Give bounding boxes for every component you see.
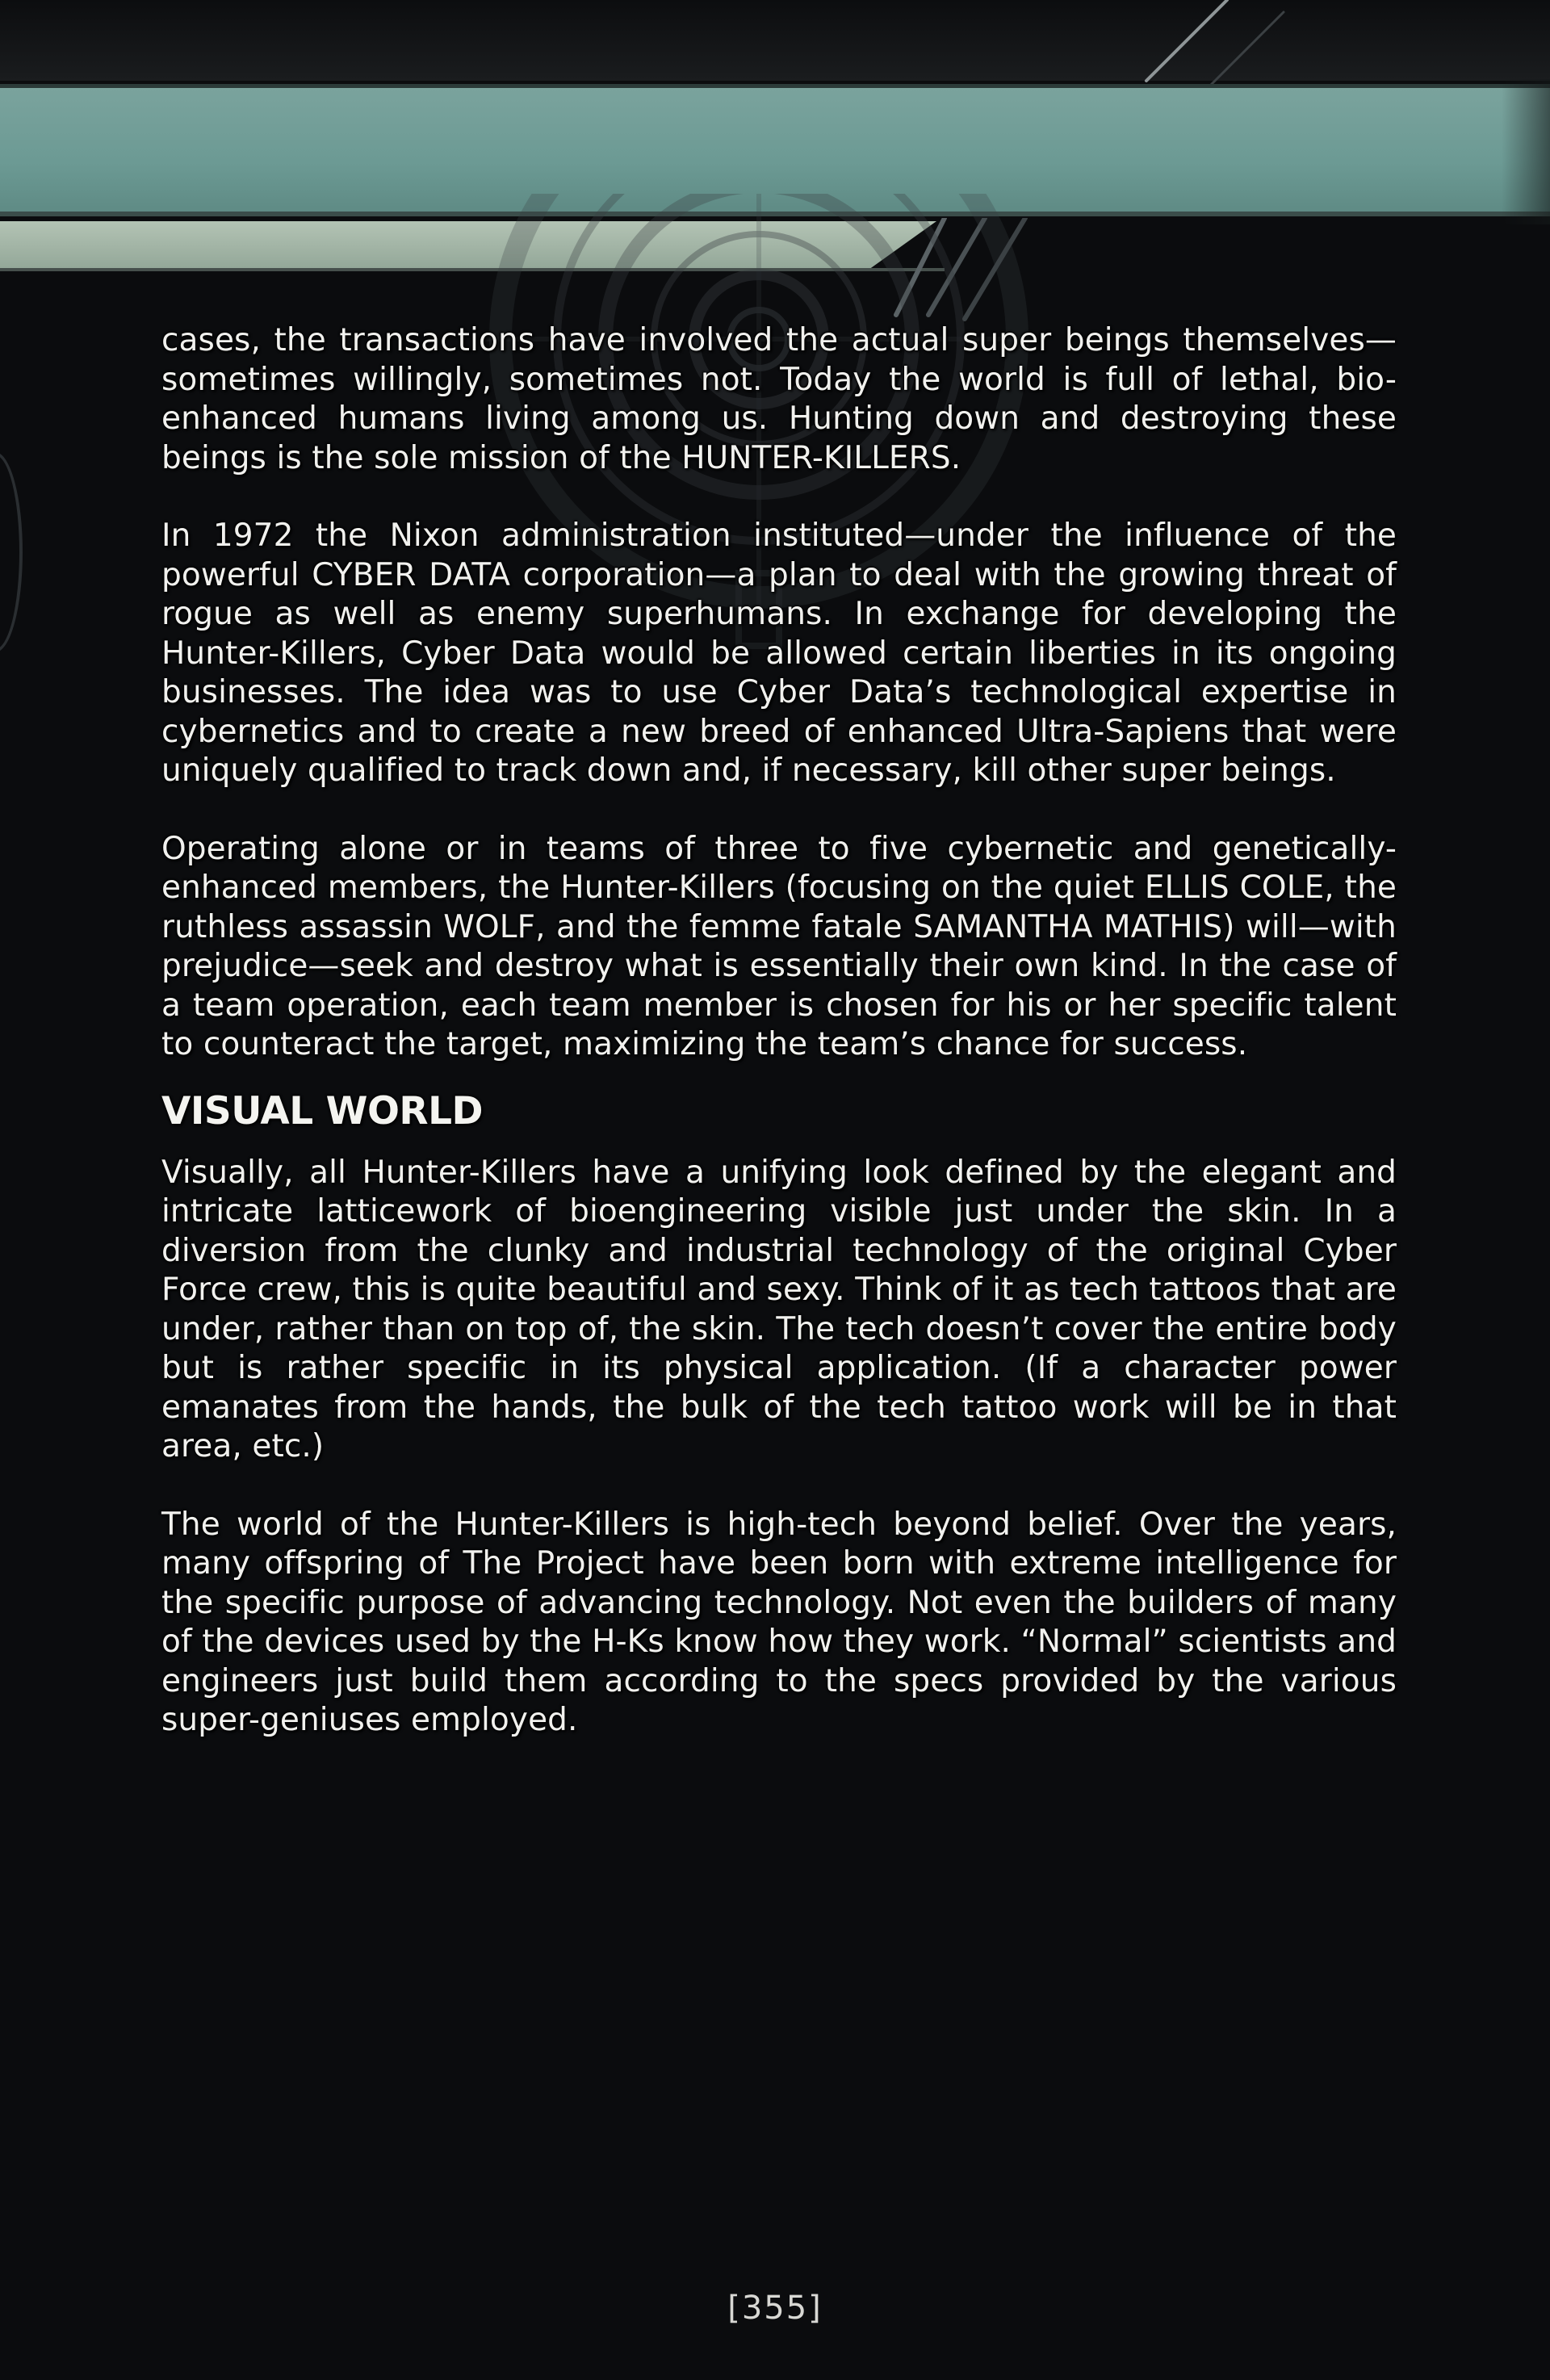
paragraph-world: The world of the Hunter-Killers is high-tech beyond belief. Over the years, many offspring of The Project have been born with extreme intelligence for the specific purpose of advancing technology. Not even the builders of many of the devices used by the H-Ks know how they work. “Normal” scientists and engineers just build them according to the specs provided by the various super-geniuses employed.	[161, 1506, 1397, 1738]
section-heading: VISUAL WORLD	[161, 1088, 484, 1133]
paragraph-history: In 1972 the Nixon administration instituted—under the influence of the powerful CYBER DATA corporation—a plan to deal with the growing threat of rogue as well as enemy superhumans. In exchange for developing the Hunter-Killers, Cyber Data would be allowed certain liberties in its ongoing businesses. The idea was to use Cyber Data’s technological expertise in cybernetics and to create a new breed of enhanced Ultra-Sapiens that were uniquely qualified to track down and, if necessary, kill other super beings.	[161, 517, 1397, 789]
body-text	[161, 321, 1397, 1779]
paragraph-intro: cases, the transactions have involved the actual super beings themselves—sometimes willingly, sometimes not. Today the world is full of lethal, bio-enhanced humans living among us. Hunting down and destroying these beings is the sole mission of the HUNTER-KILLERS.	[161, 322, 1397, 476]
page-number: [355]	[727, 2290, 823, 2327]
paragraph-operations: Operating alone or in teams of three to five cybernetic and genetically-enhanced members, the Hunter-Killers (focusing on the quiet ELLIS COLE, the ruthless assassin WOLF, and the femme fatale SAMANTHA MATHIS) will—with prejudice—seek and destroy what is essentially their own kind. In the case of a team operation, each team member is chosen for his or her specific talent to counteract the target, maximizing the team’s chance for success.	[161, 830, 1397, 1062]
header-edge-shade	[1502, 79, 1550, 224]
decorative-diagonal-lines	[1114, 0, 1356, 89]
decorative-left-arc	[0, 452, 23, 652]
paragraph-visual: Visually, all Hunter-Killers have a unifying look defined by the elegant and intricate latticework of bioengineering visible just under the skin. In a diversion from the clunky and industrial technology of the original Cyber Force crew, this is quite beautiful and sexy. Think of it as tech tattoos that are under, rather than on top of, the skin. The tech doesn’t cover the entire body but is rather specific in its physical application. (If a character power emanates from the hands, the bulk of the tech tattoo work will be in that area, etc.)	[161, 1154, 1397, 1464]
